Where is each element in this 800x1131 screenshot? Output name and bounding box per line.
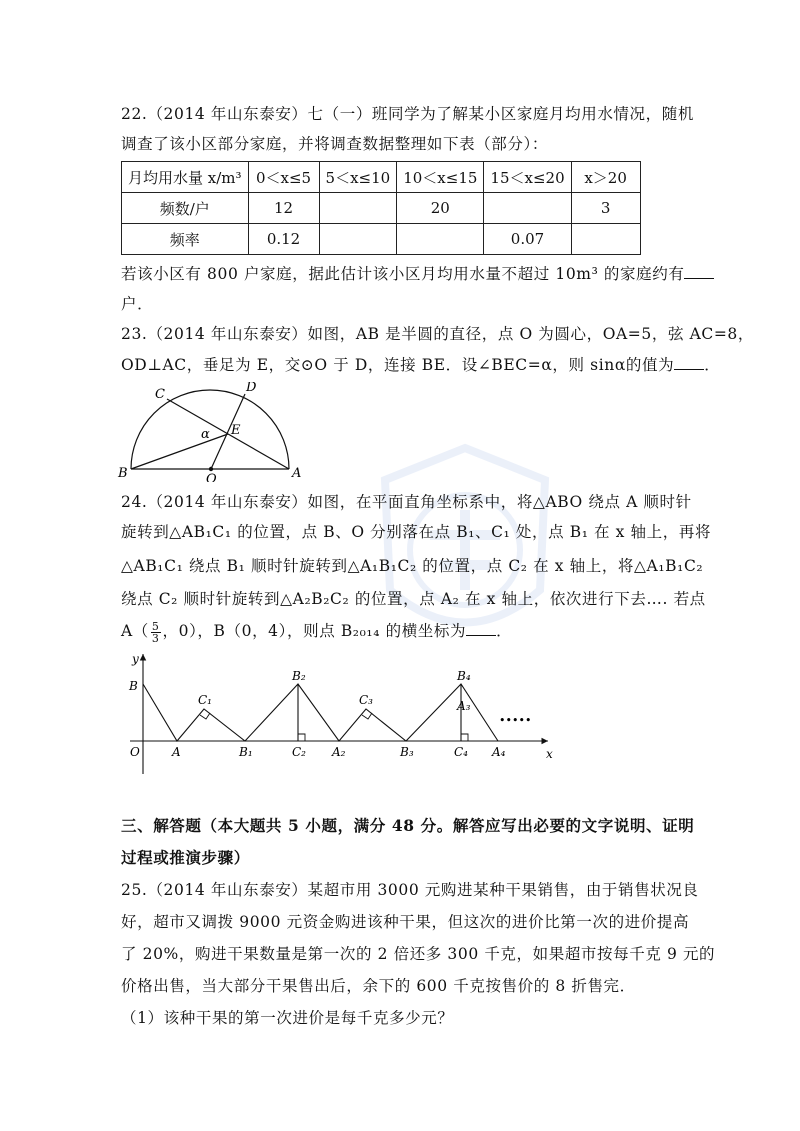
table-cell: 频率 xyxy=(122,224,249,255)
answer-blank xyxy=(674,355,704,370)
table-header-row xyxy=(122,162,641,193)
fraction-denominator: 3 xyxy=(151,631,160,645)
table-cell: 0.07 xyxy=(484,224,571,255)
q22-line-3-text: 若该小区有 800 户家庭，据此估计该小区月均用水量不超过 10m³ 的家庭约有 xyxy=(121,265,685,283)
label-b4: B₄ xyxy=(457,669,471,683)
q24-line-3: △AB₁C₁ 绕点 B₁ 顺时针旋转到△A₁B₁C₂ 的位置，点 C₂ 在 x 轴上，将△A₁B₁C₂ xyxy=(121,557,704,575)
label-c1: C₁ xyxy=(198,693,212,707)
q22-frequency-table xyxy=(121,161,641,255)
table-cell xyxy=(484,193,571,224)
table-cell xyxy=(397,224,484,255)
table-cell xyxy=(319,193,397,224)
right-angle-mark xyxy=(200,713,210,719)
label-a3: A₃ xyxy=(457,699,471,713)
label-dots: ••••• xyxy=(499,714,532,727)
fraction-numerator: 5 xyxy=(151,619,160,633)
q25-line-1: 25.（2014 年山东泰安）某超市用 3000 元购进某种干果销售，由于销售状况良 xyxy=(121,881,699,899)
q24-line-5-b: ，0），B（0，4），则点 B₂₀₁₄ 的横坐标为 xyxy=(162,622,467,640)
table-cell: x＞20 xyxy=(571,162,640,193)
table-row xyxy=(122,193,641,224)
table-cell: 月均用水量 x/m³ xyxy=(122,162,249,193)
label-e: E xyxy=(231,423,241,438)
label-a2: A₂ xyxy=(332,745,346,759)
q23-line-2 xyxy=(121,354,720,376)
section-3-heading-line-1: 三、解答题（本大题共 5 小题，满分 48 分。解答应写出必要的文字说明、证明 xyxy=(121,816,695,835)
q23-line-1: 23.（2014 年山东泰安）如图，AB 是半圆的直径，点 O 为圆心，OA=5，弦 AC=8， xyxy=(121,325,754,343)
q24-line-2: 旋转到△AB₁C₁ 的位置，点 B、O 分别落在点 B₁、C₁ 处，点 B₁ 在 x 轴上，再将 xyxy=(121,523,712,541)
label-b: B xyxy=(118,466,128,481)
q25-subquestion-1: （1）该种干果的第一次进价是每千克多少元？ xyxy=(121,1009,454,1027)
q24-line-5-a: A（ xyxy=(121,622,149,640)
point-o-dot xyxy=(209,467,213,471)
label-a: A xyxy=(292,466,302,481)
label-d: D xyxy=(246,382,257,395)
label-b3: B₃ xyxy=(400,745,414,759)
label-alpha: α xyxy=(201,427,210,442)
answer-blank xyxy=(466,621,496,636)
q25-line-2: 好，超市又调拨 9000 元资金购进该种干果，但这次的进价比第一次的进价提高 xyxy=(121,913,690,931)
q23-semicircle-diagram xyxy=(110,382,310,482)
label-a4: A₄ xyxy=(492,745,506,759)
q23-line-2-end: ． xyxy=(704,356,721,374)
q24-line-1: 24.（2014 年山东泰安）如图，在平面直角坐标系中，将△ABO 绕点 A 顺时针 xyxy=(121,493,692,511)
right-angle-mark xyxy=(362,713,372,719)
label-y: y xyxy=(132,652,139,666)
q22-line-1: 22.（2014 年山东泰安）七（一）班同学为了解某小区家庭月均用水情况，随机 xyxy=(121,105,694,123)
section-3-heading-line-2: 过程或推演步骤） xyxy=(121,848,250,867)
label-o: O xyxy=(206,472,217,482)
table-cell xyxy=(571,224,640,255)
rotation-path xyxy=(143,684,498,741)
table-cell: 15＜x≤20 xyxy=(484,162,571,193)
table-cell: 10＜x≤15 xyxy=(397,162,484,193)
table-cell: 3 xyxy=(571,193,640,224)
label-b1: B₁ xyxy=(239,745,253,759)
right-angle-mark xyxy=(461,734,468,741)
table-cell: 5＜x≤10 xyxy=(319,162,397,193)
table-row xyxy=(122,224,641,255)
q24-line-5-end: ． xyxy=(496,622,513,640)
right-angle-mark xyxy=(298,734,305,741)
label-x: x xyxy=(546,747,553,761)
table-cell: 20 xyxy=(397,193,484,224)
q22-line-3 xyxy=(121,263,714,285)
label-b2: B₂ xyxy=(292,669,306,683)
q24-line-4: 绕点 C₂ 顺时针旋转到△A₂B₂C₂ 的位置，点 A₂ 在 x 轴上，依次进行下去…. 若点 xyxy=(121,590,706,608)
q23-line-2-text: OD⊥AC，垂足为 E，交⊙O 于 D，连接 BE．设∠BEC=α，则 sinα的值为 xyxy=(121,356,675,374)
table-cell: 频数/户 xyxy=(122,193,249,224)
fraction-five-thirds xyxy=(151,621,161,644)
label-c3: C₃ xyxy=(359,693,373,707)
answer-blank xyxy=(684,264,714,279)
q22-line-4: 户． xyxy=(121,295,154,313)
table-cell xyxy=(319,224,397,255)
q22-line-2: 调查了该小区部分家庭，并将调查数据整理如下表（部分）： xyxy=(121,135,548,153)
label-a: A xyxy=(172,745,181,759)
q25-line-4: 价格出售，当大部分干果售出后，余下的 600 千克按售价的 8 折售完． xyxy=(121,977,636,995)
label-b: B xyxy=(129,679,138,693)
q24-line-5 xyxy=(121,620,512,644)
q24-rotation-diagram xyxy=(120,648,560,778)
label-o: O xyxy=(130,745,140,759)
table-cell: 12 xyxy=(248,193,319,224)
table-cell: 0.12 xyxy=(248,224,319,255)
label-c4: C₄ xyxy=(454,745,468,759)
label-c: C xyxy=(155,387,165,402)
label-c2: C₂ xyxy=(292,745,306,759)
q25-line-3: 了 20%，购进干果数量是第一次的 2 倍还多 300 千克，如果超市按每千克 9 元的 xyxy=(121,945,716,963)
table-cell: 0＜x≤5 xyxy=(248,162,319,193)
